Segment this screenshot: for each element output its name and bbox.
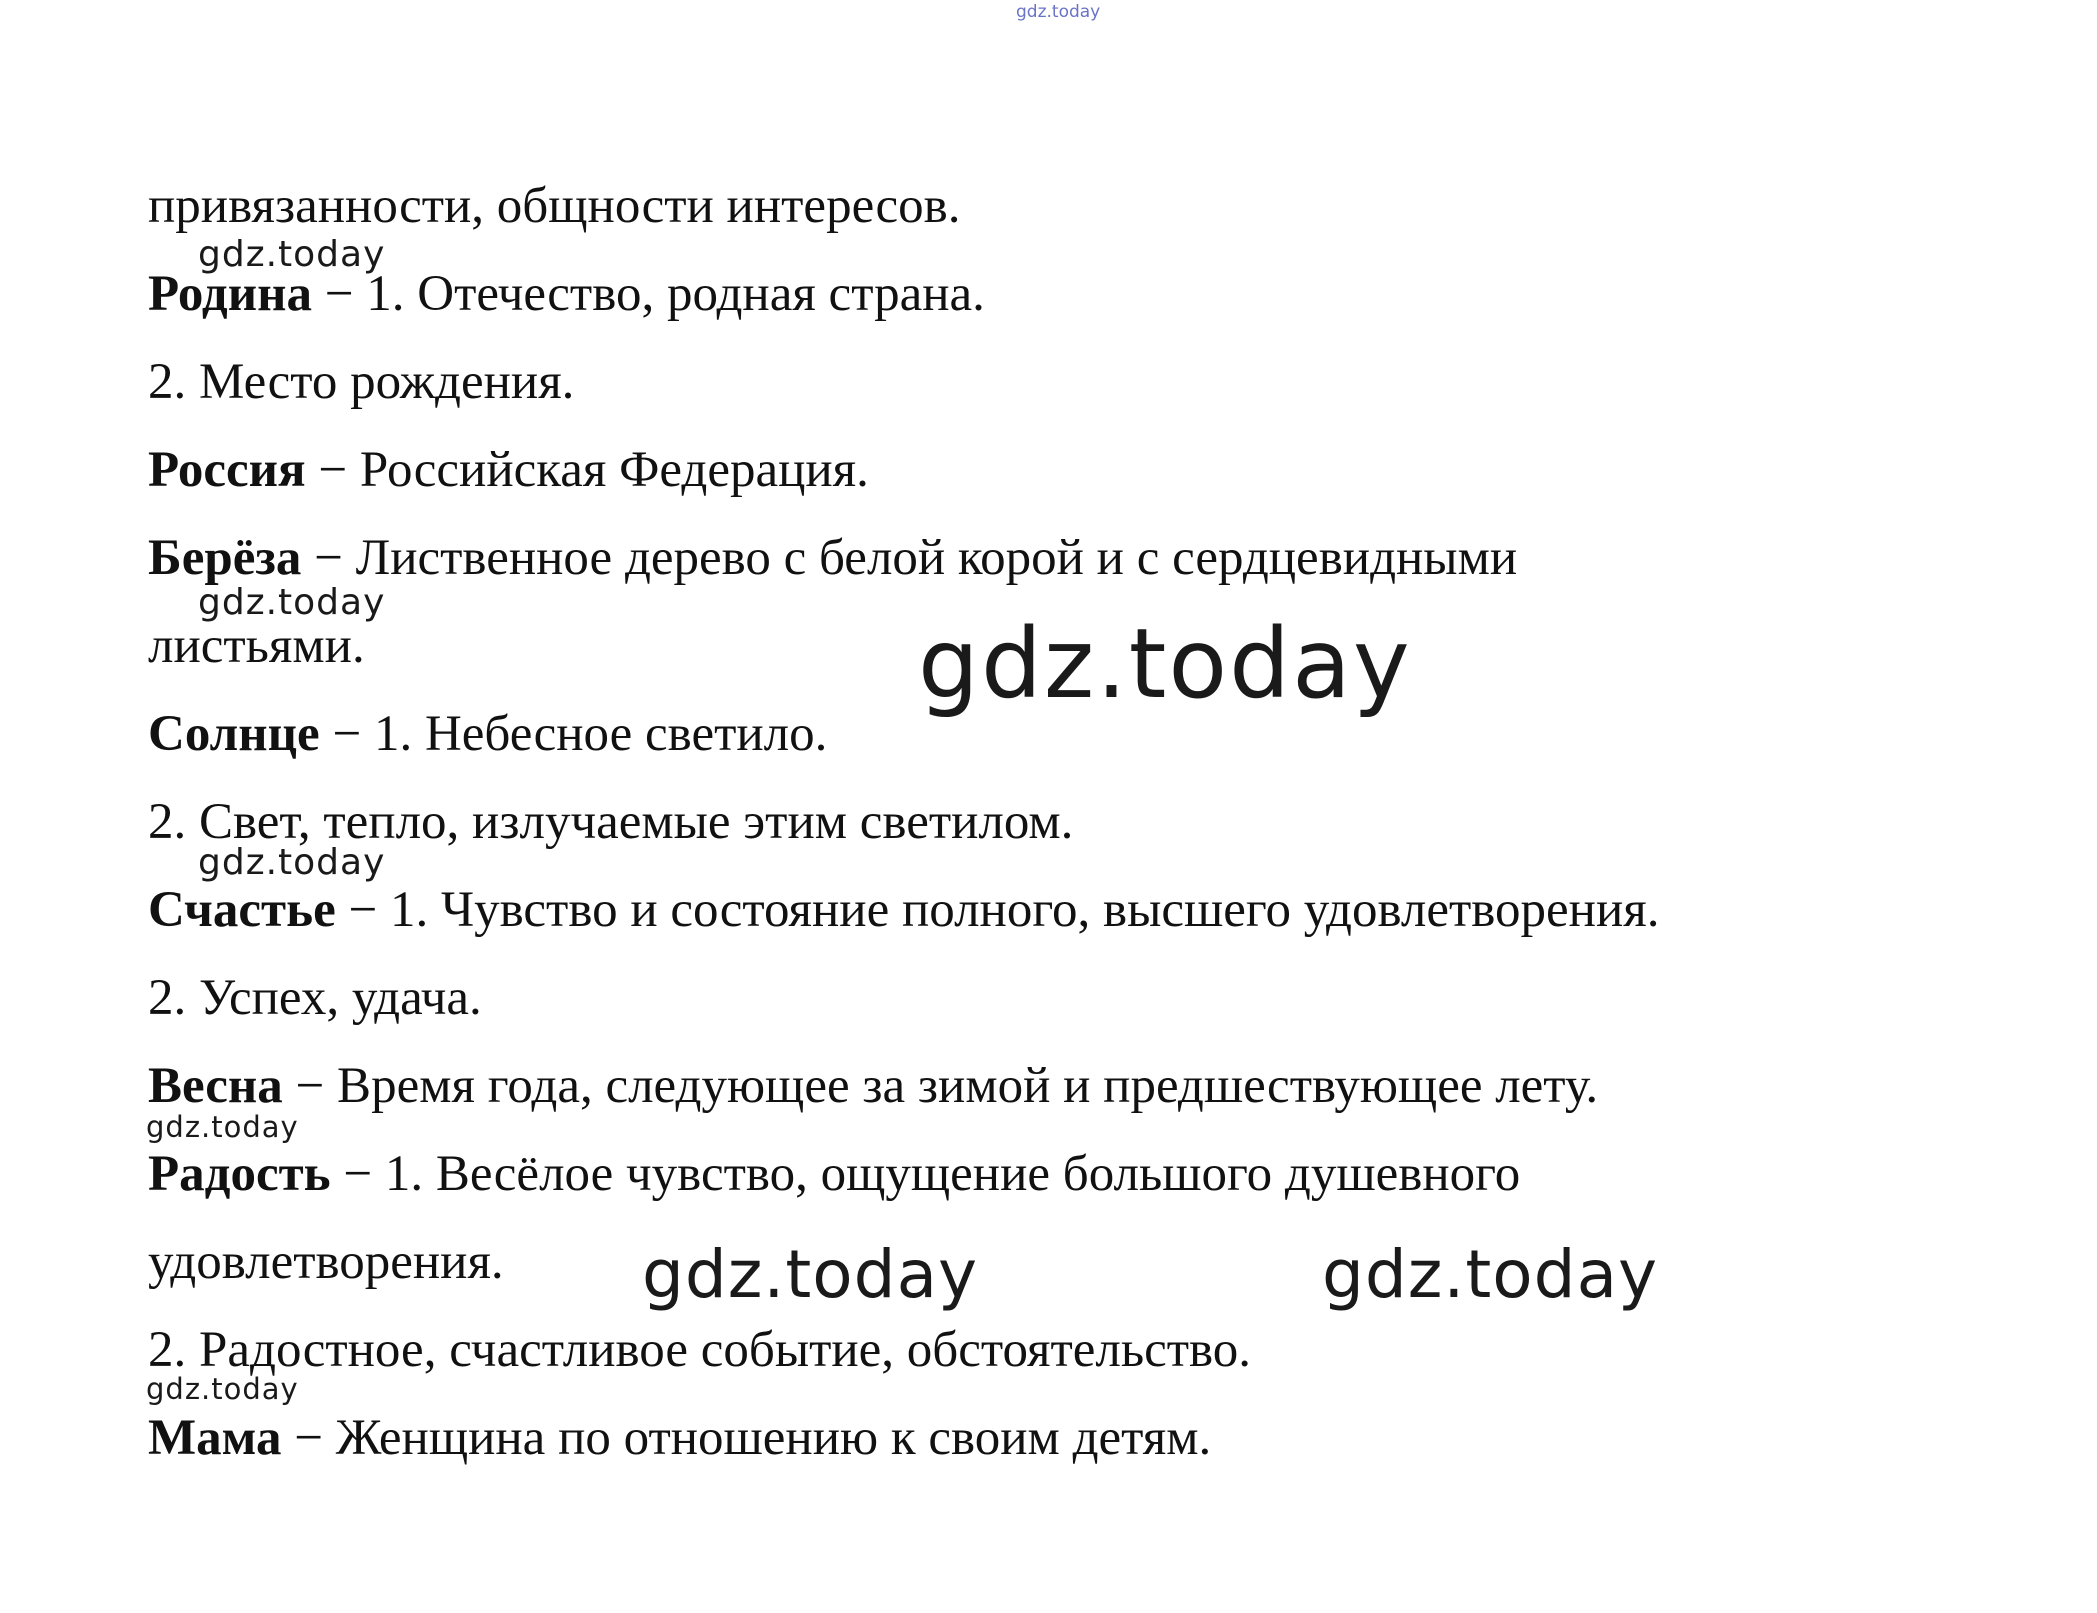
watermark: gdz.today bbox=[198, 582, 386, 623]
definition: − 1. Весёлое чувство, ощущение большого душевного bbox=[330, 1146, 1521, 1202]
definition: − Лиственное дерево с белой корой и с сердцевидными bbox=[301, 530, 1518, 586]
definition: − 1. Отечество, родная страна. bbox=[311, 266, 985, 322]
term: Солнце bbox=[148, 706, 320, 762]
watermark: gdz.today bbox=[198, 234, 386, 275]
watermark: gdz.today bbox=[198, 842, 386, 883]
definition: удовлетворения. bbox=[148, 1234, 504, 1290]
text-line bbox=[148, 1144, 1520, 1204]
term: Берёза bbox=[148, 530, 302, 586]
term: Мама bbox=[148, 1410, 282, 1466]
text-line bbox=[148, 968, 482, 1028]
definition: − Российская Федерация. bbox=[305, 442, 869, 498]
term: Весна bbox=[148, 1058, 283, 1114]
definition: − 1. Чувство и состояние полного, высшего удовлетворения. bbox=[335, 882, 1660, 938]
definition: листьями. bbox=[148, 618, 365, 674]
definition: привязанности, общности интересов. bbox=[148, 178, 961, 234]
text-line bbox=[148, 1056, 1598, 1116]
text-line bbox=[148, 528, 1517, 588]
watermark: gdz.today bbox=[146, 1110, 299, 1144]
definition: 2. Свет, тепло, излучаемые этим светилом. bbox=[148, 794, 1074, 850]
definition: − Женщина по отношению к своим детям. bbox=[281, 1410, 1212, 1466]
text-line bbox=[148, 1320, 1251, 1380]
watermark: gdz.today bbox=[642, 1236, 979, 1313]
text-line bbox=[148, 352, 574, 412]
text-line bbox=[148, 1232, 504, 1292]
watermark: gdz.today bbox=[1322, 1236, 1659, 1313]
text-line bbox=[148, 176, 960, 236]
term: Радость bbox=[148, 1146, 331, 1202]
definition: − 1. Небесное светило. bbox=[319, 706, 828, 762]
term: Россия bbox=[148, 442, 306, 498]
text-line bbox=[148, 1408, 1211, 1468]
watermark-top: gdz.today bbox=[1016, 2, 1101, 22]
text-line bbox=[148, 616, 365, 676]
definition: 2. Радостное, счастливое событие, обстоятельство. bbox=[148, 1322, 1252, 1378]
term: Счастье bbox=[148, 882, 336, 938]
watermark: gdz.today bbox=[146, 1372, 299, 1406]
definition: − Время года, следующее за зимой и предшествующее лету. bbox=[282, 1058, 1599, 1114]
text-line bbox=[148, 880, 1659, 940]
text-line bbox=[148, 704, 827, 764]
watermark: gdz.today bbox=[918, 608, 1412, 720]
definition: 2. Успех, удача. bbox=[148, 970, 482, 1026]
text-line bbox=[148, 440, 869, 500]
term: Родина bbox=[148, 266, 312, 322]
definition: 2. Место рождения. bbox=[148, 354, 575, 410]
